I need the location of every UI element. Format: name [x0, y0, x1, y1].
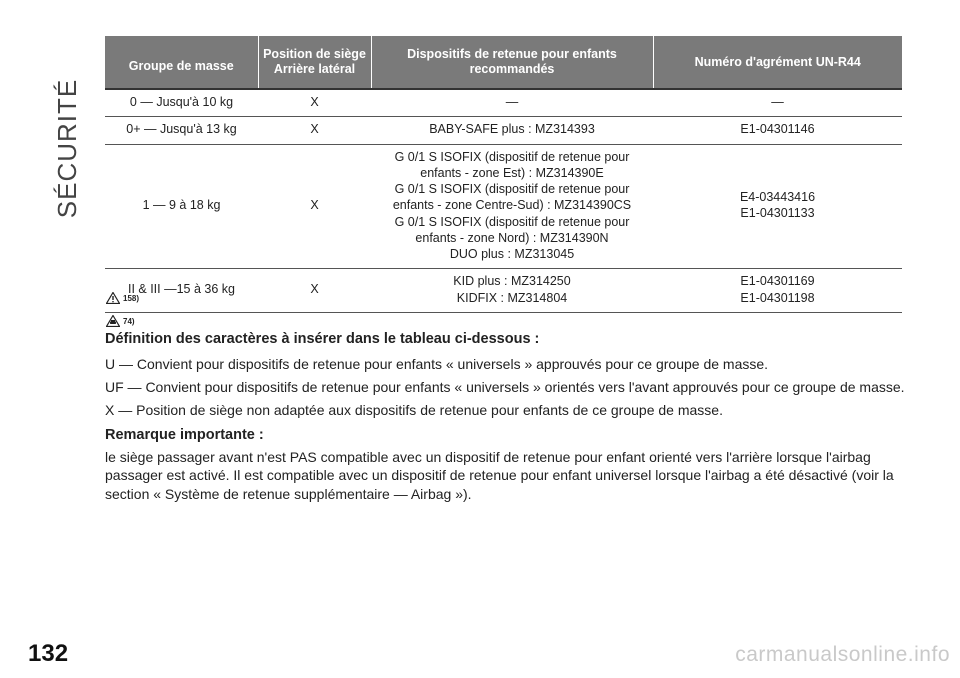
table-row [105, 89, 902, 117]
car-caution-icon [106, 315, 120, 327]
cell-approval-number: E4-03443416 E1-04301133 [653, 144, 902, 269]
warning-reference-label: 74) [123, 316, 135, 326]
note-heading: Remarque importante : [105, 427, 264, 444]
site-watermark: carmanualsonline.info [735, 643, 950, 666]
cell-seat-position: X [258, 144, 371, 269]
cell-approval-number: E1-04301146 [653, 117, 902, 144]
cell-restraint-devices: BABY-SAFE plus : MZ314393 [371, 117, 653, 144]
cell-weight-group: 0 — Jusqu'à 10 kg [105, 89, 258, 117]
note-body: le siège passager avant n'est PAS compatible avec un dispositif de retenue pour enfant orienté vers l'arrière lorsque l'airbag passager est activé. Il est compatible avec un dispositif de retenue pour enfant universel lorsque l'airbag a été désactivé (voir la section « Système de retenue supplémentaire — Airbag »). [105, 449, 894, 502]
header-approval-number: Numéro d'agrément UN-R44 [653, 36, 902, 89]
definition-x: X — Position de siège non adaptée aux dispositifs de retenue pour enfants de ce groupe de masse. [105, 402, 723, 419]
table-header-row [105, 36, 902, 89]
cell-approval-number: E1-04301169 E1-04301198 [653, 269, 902, 313]
section-side-label [48, 18, 88, 278]
cell-restraint-devices: G 0/1 S ISOFIX (dispositif de retenue pour enfants - zone Est) : MZ314390E G 0/1 S ISOFIX (dispositif de retenue pour enfants - zone Centre-Sud) : MZ314390CS G 0/1 S ISOFIX (dispositif de retenue pour enfants - zone Nord) : MZ314390N DUO plus : MZ313045 [371, 144, 653, 269]
cell-seat-position: X [258, 89, 371, 117]
header-seat-position: Position de siège Arrière latéral [258, 36, 371, 89]
child-restraint-table-wrapper [105, 36, 902, 313]
table-row [105, 117, 902, 144]
cell-weight-group: II & III —15 à 36 kg [105, 269, 258, 313]
warning-reference-74[interactable] [106, 315, 135, 327]
definition-u: U — Convient pour dispositifs de retenue pour enfants « universels » approuvés pour ce groupe de masse. [105, 355, 769, 372]
cell-seat-position: X [258, 269, 371, 313]
definition-uf: UF — Convient pour dispositifs de retenue pour enfants « universels » orientés vers l'avant approuvés pour ce groupe de masse. [105, 379, 905, 396]
header-restraint-devices: Dispositifs de retenue pour enfants recommandés [371, 36, 653, 89]
section-label-text: SÉCURITÉ [52, 78, 83, 218]
child-restraint-table [105, 36, 902, 313]
warning-reference-158[interactable] [106, 292, 139, 304]
definitions-heading: Définition des caractères à insérer dans le tableau ci-dessous : [105, 331, 540, 347]
header-weight-group: Groupe de masse [105, 36, 258, 89]
cell-restraint-devices: — [371, 89, 653, 117]
table-row [105, 144, 902, 269]
cell-weight-group: 1 — 9 à 18 kg [105, 144, 258, 269]
cell-restraint-devices: KID plus : MZ314250 KIDFIX : MZ314804 [371, 269, 653, 313]
warning-triangle-icon [106, 292, 120, 304]
warning-reference-label: 158) [123, 293, 140, 303]
cell-seat-position: X [258, 117, 371, 144]
cell-approval-number: — [653, 89, 902, 117]
page-number: 132 [28, 640, 69, 667]
definitions-section [105, 330, 905, 508]
cell-weight-group: 0+ — Jusqu'à 13 kg [105, 117, 258, 144]
table-row [105, 269, 902, 313]
